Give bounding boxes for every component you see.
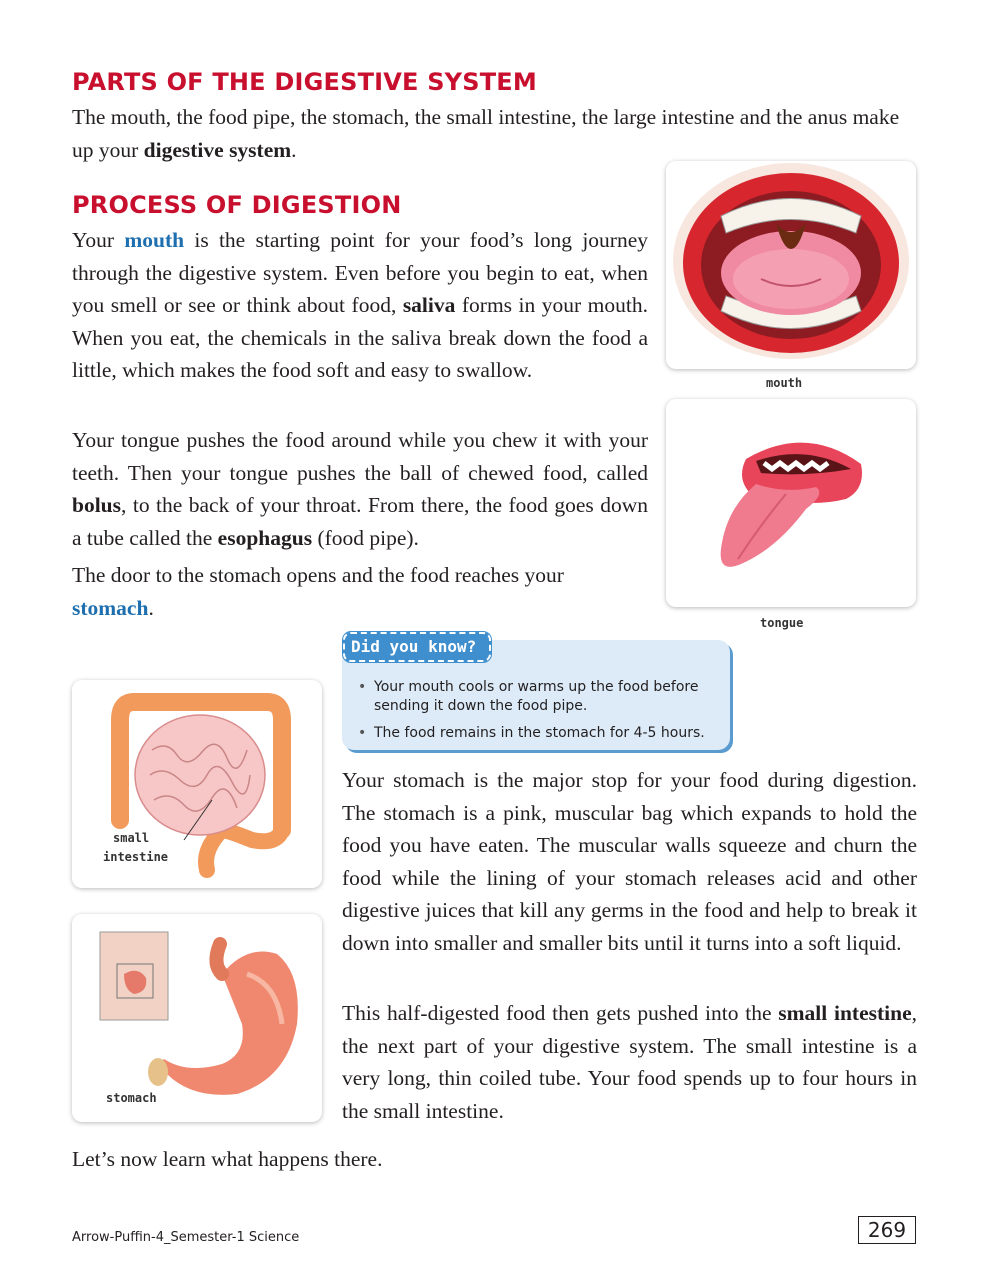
footer-book-title: Arrow-Puffin-4_Semester-1 Science — [72, 1230, 300, 1245]
stomach-caption: stomach — [106, 1091, 157, 1105]
heading-parts: PARTS OF THE DIGESTIVE SYSTEM — [72, 68, 537, 96]
parts-paragraph: The mouth, the food pipe, the stomach, the small intestine, the large intestine and the anus make up your digestive system. — [72, 105, 900, 162]
term-mouth: mouth — [124, 228, 185, 252]
term-digestive-system: digestive system — [143, 137, 292, 162]
small-intestine-caption-line1: small — [113, 831, 150, 845]
tongue-paragraph: Your tongue pushes the food around while you chew it with your teeth. Then your tongue pushes the ball of chewed food, called bolus, to the back of your throat. From there, the food goes down a tube called the esophagus (food pipe). — [72, 428, 648, 550]
page-number: 269 — [858, 1216, 916, 1244]
term-stomach: stomach — [72, 595, 149, 620]
stomach-intro-paragraph: The door to the stomach opens and the food reaches your stomach. — [72, 563, 564, 620]
mouth-caption: mouth — [766, 376, 803, 390]
mouth-illustration — [666, 161, 916, 369]
list-item: • The food remains in the stomach for 4-5 hours. — [356, 724, 726, 743]
tongue-caption: tongue — [760, 616, 804, 630]
tongue-illustration — [666, 399, 916, 607]
heading-process: PROCESS OF DIGESTION — [72, 191, 402, 219]
did-you-know-list — [356, 678, 726, 751]
mouth-paragraph: Your mouth is the starting point for your food’s long journey through the digestive system. Even before you begin to eat, when you smell or see or think about food, saliva forms in your mouth. When you eat, the chemicals in the saliva break down the food a little, which makes the food soft and easy to swallow. — [72, 228, 649, 382]
term-small-intestine: small intestine — [778, 1001, 912, 1025]
term-saliva: saliva — [402, 293, 456, 317]
mouth-image-card — [666, 161, 916, 369]
list-item: • Your mouth cools or warms up the food before sending it down the food pipe. — [356, 678, 726, 716]
closing-line: Let’s now learn what happens there. — [72, 1147, 383, 1171]
small-intestine-caption-line2: intestine — [103, 850, 169, 864]
term-esophagus: esophagus — [217, 525, 313, 550]
stomach-paragraph: Your stomach is the major stop for your food during digestion. The stomach is a pink, muscular bag which expands to hold the food you have eaten. The muscular walls squeeze and churn the food while the lining of your stomach releases acid and other digestive juices that kill any germs in the food and help to break it down into smaller and smaller bits until it turns into a soft liquid. — [342, 768, 917, 955]
term-bolus: bolus — [72, 493, 122, 517]
did-you-know-title: Did you know? — [343, 632, 491, 662]
small-intestine-paragraph: This half-digested food then gets pushed into the small intestine, the next part of your digestive system. The small intestine is a very long, thin coiled tube. Your food spends up to four hours in the small intestine. — [342, 1001, 918, 1123]
tongue-image-card — [666, 399, 916, 607]
